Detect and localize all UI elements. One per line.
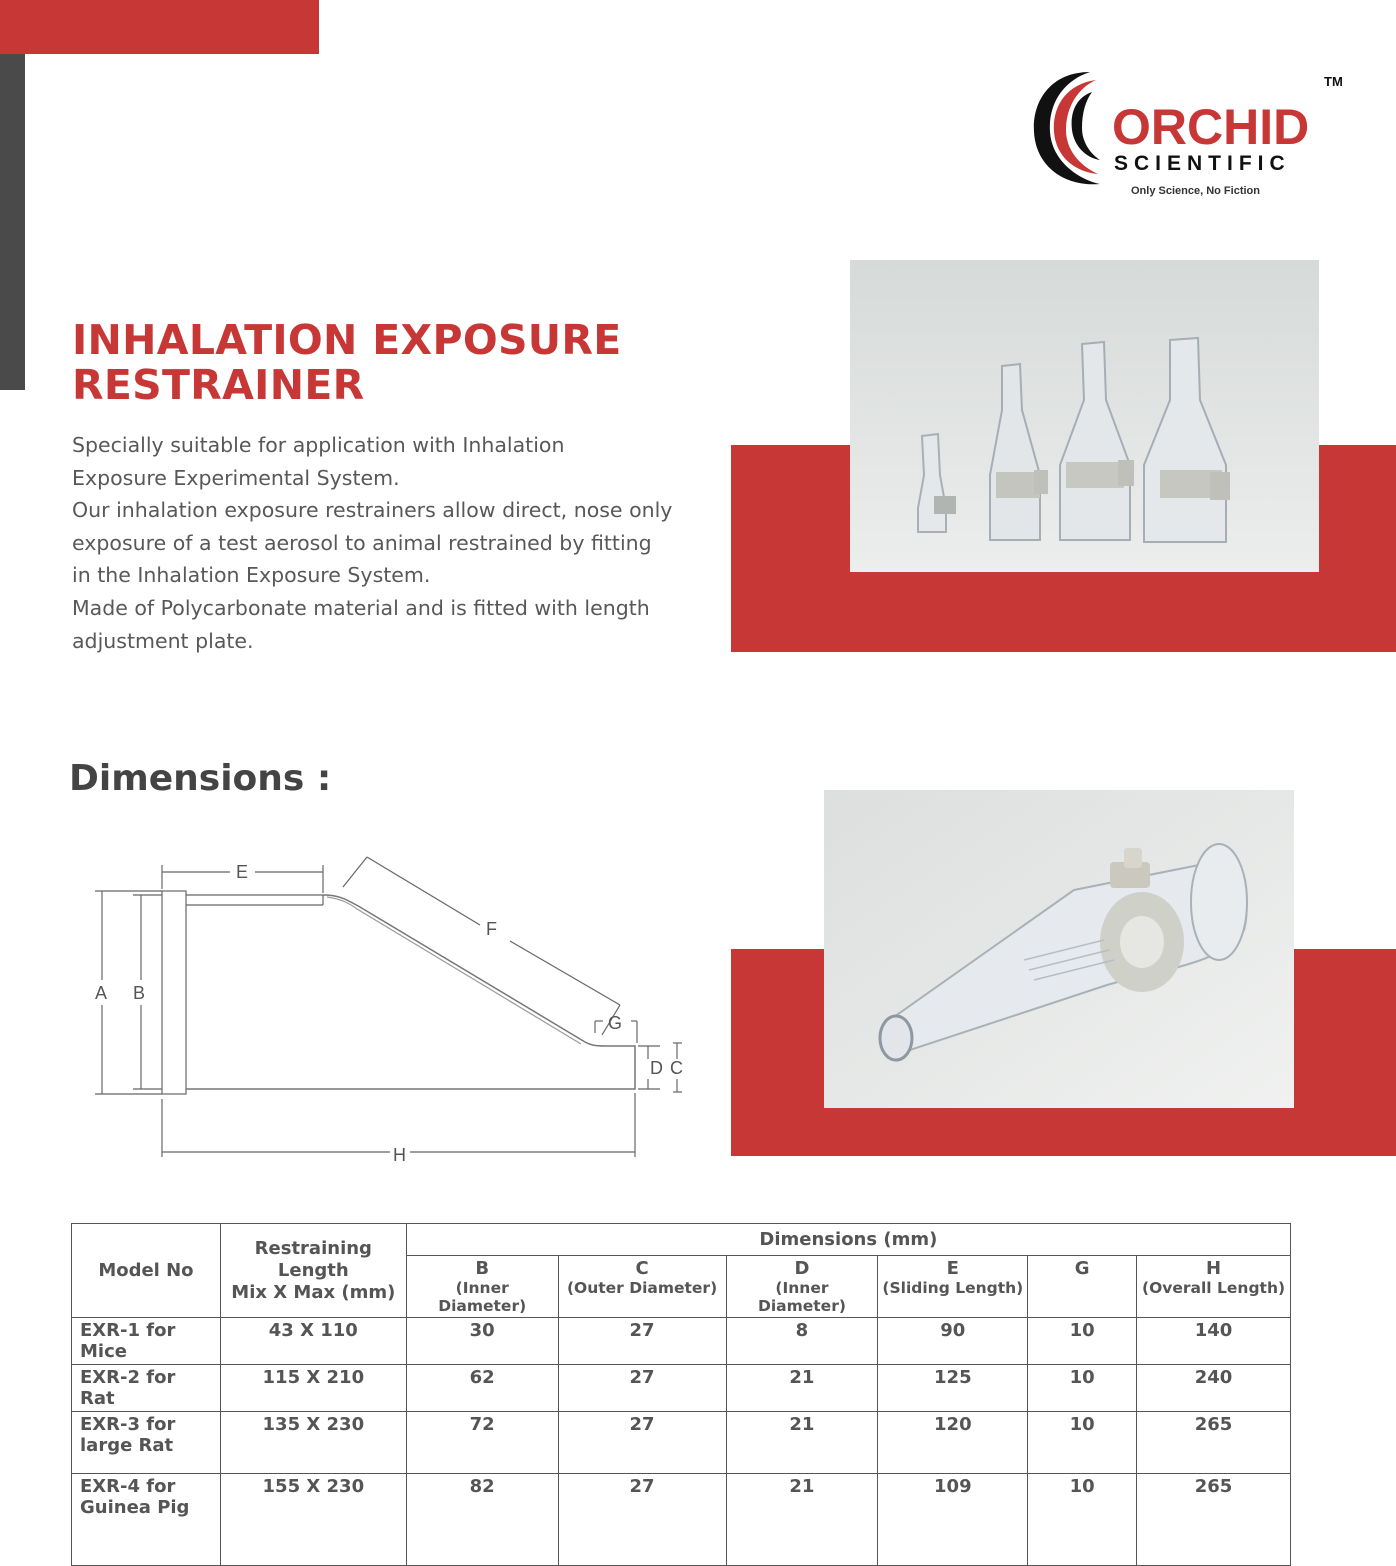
top-accent-bar: [0, 0, 319, 54]
cell-E: 125: [878, 1365, 1028, 1412]
model-line: EXR-1 for Mice: [80, 1320, 176, 1362]
cell-G: 10: [1028, 1365, 1137, 1412]
cell-G: 10: [1028, 1474, 1137, 1566]
description-line: Our inhalation exposure restrainers allow direct, nose only: [72, 498, 673, 523]
cell-model: [72, 1318, 221, 1365]
cell-length: 135 X 230: [220, 1412, 406, 1474]
title-line-2: RESTRAINER: [72, 361, 365, 409]
dim-letter: H: [1206, 1258, 1222, 1279]
header-dim-G: [1028, 1256, 1137, 1318]
logo-wordmark: ORCHID: [1112, 99, 1310, 155]
dim-desc: (Overall Length): [1142, 1279, 1286, 1297]
logo-swirl-icon: [1034, 72, 1100, 184]
header-dim-H: [1137, 1256, 1291, 1318]
restrainer-closeup-photo: [824, 790, 1294, 1108]
dim-desc: (Outer Diameter): [566, 1279, 718, 1297]
header-dim-C: [558, 1256, 726, 1318]
label-D: D: [650, 1058, 663, 1078]
cell-H: 265: [1137, 1474, 1291, 1566]
table-row: [72, 1365, 1291, 1412]
cell-C: 27: [558, 1474, 726, 1566]
cell-H: 240: [1137, 1365, 1291, 1412]
description-line: exposure of a test aerosol to animal restrained by fitting: [72, 530, 652, 555]
dim-desc: (Inner Diameter): [757, 1279, 846, 1315]
cell-D: 21: [726, 1412, 878, 1474]
table-row: [72, 1318, 1291, 1365]
side-accent-bar: [0, 54, 25, 390]
model-line: EXR-2 for Rat: [80, 1367, 176, 1409]
label-C: C: [670, 1058, 683, 1078]
model-line: EXR-4 for: [80, 1476, 176, 1497]
description-line: Exposure Experimental System.: [72, 465, 400, 490]
cell-B: 30: [406, 1318, 558, 1365]
model-line: large Rat: [80, 1435, 174, 1456]
logo-subword: SCIENTIFIC: [1114, 152, 1291, 175]
header-length: [220, 1224, 406, 1318]
trademark-mark: TM: [1324, 74, 1343, 89]
orchid-scientific-logo: [1030, 62, 1350, 202]
header-dimensions-group: Dimensions (mm): [406, 1224, 1290, 1256]
cell-C: 27: [558, 1318, 726, 1365]
description-line: in the Inhalation Exposure System.: [72, 563, 431, 588]
description-line: Specially suitable for application with Inhalation: [72, 433, 565, 457]
cell-length: 155 X 230: [220, 1474, 406, 1566]
title-line-1: INHALATION EXPOSURE: [72, 316, 622, 364]
label-G: G: [608, 1013, 623, 1033]
cell-C: 27: [558, 1365, 726, 1412]
dim-letter: E: [946, 1258, 959, 1279]
label-A: A: [95, 983, 108, 1003]
cell-E: 90: [878, 1318, 1028, 1365]
cell-D: 21: [726, 1365, 878, 1412]
description-line: Made of Polycarbonate material and is fitted with length: [72, 595, 650, 620]
table-header-row: [72, 1224, 1291, 1256]
header-model: Model No: [72, 1224, 221, 1318]
label-E: E: [236, 862, 249, 882]
dim-letter: B: [475, 1258, 490, 1279]
cell-G: 10: [1028, 1412, 1137, 1474]
dimension-diagram: [85, 845, 705, 1175]
restrainer-base-plate: [162, 891, 186, 1094]
dim-desc: (Inner Diameter): [438, 1279, 527, 1315]
header-dim-B: [406, 1256, 558, 1318]
dim-letter: G: [1074, 1258, 1090, 1279]
description-line: adjustment plate.: [72, 628, 254, 653]
cell-length: 43 X 110: [220, 1318, 406, 1365]
label-H: H: [393, 1145, 406, 1165]
cell-E: 109: [878, 1474, 1028, 1566]
header-length-line: Restraining: [254, 1237, 372, 1259]
page-title: [72, 318, 622, 408]
logo-tagline: Only Science, No Fiction: [1131, 185, 1260, 197]
label-B: B: [133, 983, 146, 1003]
model-line: Guinea Pig: [80, 1497, 190, 1518]
cell-B: 72: [406, 1412, 558, 1474]
header-length-line: Mix X Max (mm): [231, 1281, 396, 1303]
cell-length: 115 X 210: [220, 1365, 406, 1412]
cell-B: 62: [406, 1365, 558, 1412]
dim-letter: C: [635, 1258, 649, 1279]
model-line: EXR-3 for: [80, 1414, 176, 1435]
cell-D: 8: [726, 1318, 878, 1365]
dim-desc: (Sliding Length): [882, 1279, 1024, 1297]
header-length-line: Length: [277, 1259, 349, 1281]
restrainer-set-photo: [850, 260, 1319, 572]
cell-model: [72, 1412, 221, 1474]
dimensions-table: [71, 1223, 1291, 1566]
header-dim-E: [878, 1256, 1028, 1318]
cell-H: 140: [1137, 1318, 1291, 1365]
cell-C: 27: [558, 1412, 726, 1474]
header-dim-D: [726, 1256, 878, 1318]
cell-H: 265: [1137, 1412, 1291, 1474]
product-description: [72, 429, 692, 657]
cell-G: 10: [1028, 1318, 1137, 1365]
cell-model: [72, 1365, 221, 1412]
dim-letter: D: [794, 1258, 810, 1279]
table-row: [72, 1412, 1291, 1474]
dimensions-heading: Dimensions :: [69, 758, 332, 799]
cell-D: 21: [726, 1474, 878, 1566]
cell-E: 120: [878, 1412, 1028, 1474]
cell-B: 82: [406, 1474, 558, 1566]
label-F: F: [486, 919, 497, 939]
